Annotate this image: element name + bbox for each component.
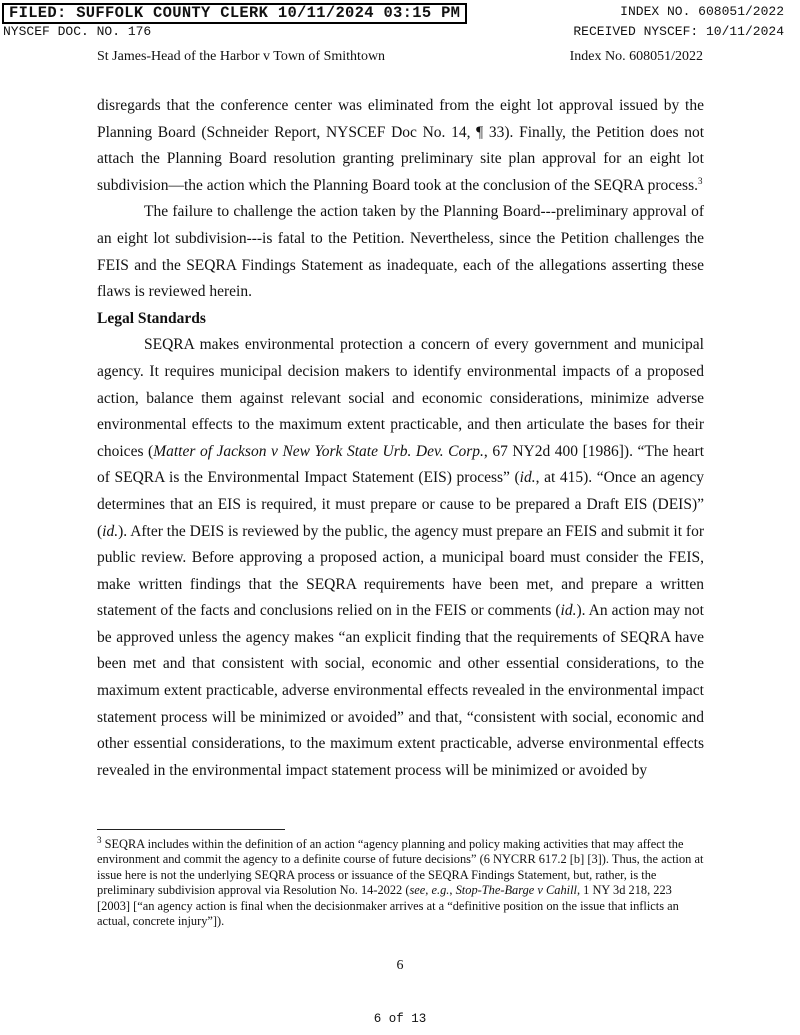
nyscef-doc-number: NYSCEF DOC. NO. 176 xyxy=(3,24,152,39)
paragraph-1: disregards that the conference center was eliminated from the eight lot approval issued by the Planning Board (Schneider Report, NYSCEF Doc No. 14, ¶ 33). Finally, the Petition does not attach the Planning Board resolution granting preliminary site plan approval for an eight lot subdivision—the action which the Planning Board took at the conclusion of the SEQRA process.$^3$ xyxy=(97,97,704,194)
case-citation: Stop-The-Barge v Cahill xyxy=(455,883,577,898)
footnote: $^3$ SEQRA includes within the definition of an action “agency planning and policy making activities that may affect the environment and commit the agency to a definite course of future decisions” (6 NYCRR 617.2 [b] [3]). Thus, the action at issue here is not the underlying SEQRA process or issuance of the SEQRA Findings Statement, but, rather, is the preliminary subdivision approval via Resolution No. 14-2022 (see, e.g., Stop-The-Barge v Cahill, 1 NY 3d 218, 223 [2003] [“an agency action is final when the decisionmaker arrives at a “definitive position on the issue that inflicts an actual, concrete injury”]). xyxy=(97,834,704,929)
running-header-index-no: Index No. 608051/2022 xyxy=(569,49,703,64)
id-citation: id. xyxy=(519,469,536,487)
section-heading-legal-standards: Legal Standards xyxy=(97,309,206,327)
footnote-marker: 3 xyxy=(97,834,102,845)
page-of-total: 6 of 13 xyxy=(373,1012,427,1026)
running-header-case-name: St James-Head of the Harbor v Town of Smithtown xyxy=(97,49,386,64)
filed-stamp: FILED: SUFFOLK COUNTY CLERK 10/11/2024 03:15 PM xyxy=(2,3,467,24)
received-nyscef: RECEIVED NYSCEF: 10/11/2024 xyxy=(573,24,784,39)
paragraph-2: The failure to challenge the action taken by the Planning Board---preliminary approval of an eight lot subdivision---is fatal to the Petition. Nevertheless, since the Petition challenges the FEIS and the SEQRA Findings Statement as inadequate, each of the allegations asserting these flaws is reviewed herein. xyxy=(97,203,704,301)
index-number-top: INDEX NO. 608051/2022 xyxy=(620,4,784,19)
footnote-divider xyxy=(97,829,285,830)
document-body xyxy=(97,93,704,784)
id-citation: id. xyxy=(102,522,119,540)
paragraph-3: SEQRA makes environmental protection a concern of every government and municipal agency. It requires municipal decision makers to identify environmental impacts of a proposed action, balance them against relevant social and economic considerations, minimize adverse environmental effects to the maximum extent practicable, and then articulate the bases for their choices (Matter of Jackson v New York State Urb. Dev. Corp., 67 NY2d 400 [1986]). “The heart of SEQRA is the Environmental Impact Statement (EIS) process” (id., at 415). “Once an agency determines that an EIS is required, it must prepare or cause to be prepared a Draft EIS (DEIS)” (id.). After the DEIS is reviewed by the public, the agency must prepare an FEIS and submit it for public review. Before approving a proposed action, a municipal board must consider the FEIS, make written findings that the SEQRA requirements have been met, and prepare a written statement of the facts and conclusions relied on in the FEIS or comments (id.). An action may not be approved unless the agency makes “an explicit finding that the requirements of SEQRA have been met and that consistent with social, economic and other essential considerations, to the maximum extent practicable, adverse environmental effects revealed in the environmental impact statement process will be minimized or avoided” and that, “consistent with social, economic and other essential considerations, to the maximum extent practicable, adverse environmental effects revealed in the environmental impact statement process will be minimized or avoided by xyxy=(97,336,705,779)
footnote-ref: 3 xyxy=(697,175,703,186)
case-citation: Matter of Jackson v New York State Urb. Dev. Corp. xyxy=(153,442,484,460)
page-number: 6 xyxy=(396,958,404,973)
id-citation: id. xyxy=(560,602,577,620)
